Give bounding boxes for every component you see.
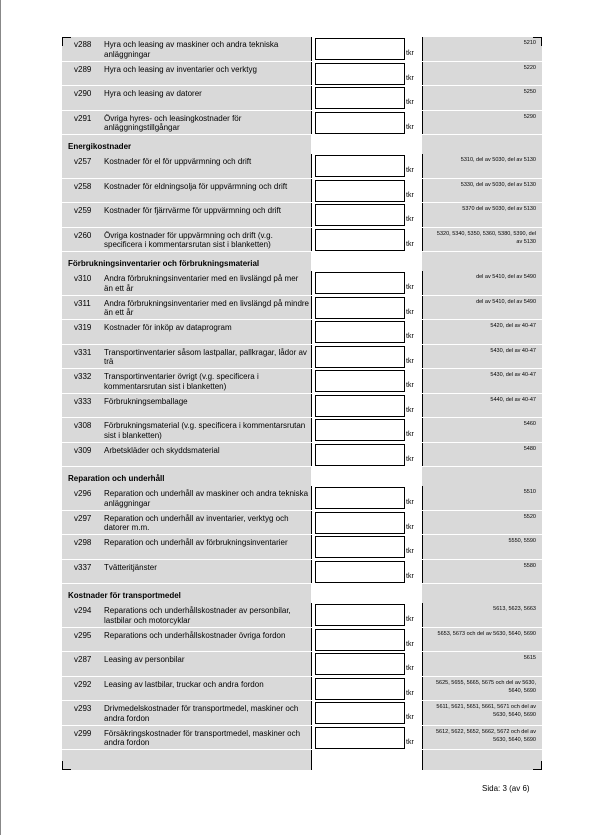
row-description: Transportinventarier övrigt (v.g. specificera i kommentarsrutan sist i blanketten) — [104, 372, 259, 391]
unit-label: tkr — [406, 191, 414, 199]
row-description: Övriga hyres- och leasingkostnader för anläggningstillgångar — [104, 113, 242, 132]
account-reference: 5430, del av 40-47 — [490, 347, 536, 354]
account-reference: 5250 — [523, 89, 536, 95]
form-row — [62, 320, 542, 344]
form-row — [62, 228, 542, 252]
unit-label: tkr — [406, 240, 414, 248]
form-row — [62, 652, 542, 676]
row-description: Kostnader för eldningsolja för uppvärmning och drift — [104, 181, 288, 191]
account-reference: 5510 — [523, 489, 536, 495]
unit-label: tkr — [406, 333, 414, 340]
row-description: Reparation och underhåll av maskiner och andra tekniska anläggningar — [104, 489, 309, 508]
form-row — [62, 154, 542, 178]
amount-input[interactable] — [315, 444, 405, 466]
amount-input[interactable] — [315, 604, 405, 626]
form-rows — [62, 37, 542, 750]
account-reference: 5520 — [523, 513, 536, 520]
unit-label: tkr — [406, 714, 414, 721]
amount-input[interactable] — [315, 419, 405, 441]
amount-input[interactable] — [315, 297, 405, 319]
row-description: Arbetskläder och skyddsmaterial — [104, 445, 220, 455]
amount-input[interactable] — [315, 38, 405, 60]
section-title: Energikostnader — [68, 142, 132, 151]
unit-label: tkr — [406, 523, 414, 531]
unit-label: tkr — [406, 499, 414, 506]
unit-label: tkr — [406, 167, 414, 174]
amount-input[interactable] — [315, 487, 405, 509]
form-row — [62, 345, 542, 369]
variable-code: v287 — [74, 655, 92, 664]
variable-code: v292 — [74, 679, 92, 689]
form-row — [62, 86, 542, 110]
unit-label: tkr — [406, 689, 414, 697]
variable-code: v259 — [74, 206, 92, 215]
row-description: Andra förbrukningsinventarier med en livslängd på mindre än ett år — [104, 298, 309, 317]
variable-code: v319 — [74, 323, 92, 332]
amount-input[interactable] — [315, 346, 405, 368]
variable-code: v257 — [74, 157, 92, 166]
variable-code: v309 — [74, 445, 92, 455]
section-header — [62, 252, 542, 271]
account-reference: 5612, 5622, 5652, 5662, 5672 och del av 5630, 5640, 5690 — [435, 728, 536, 743]
variable-code: v308 — [74, 421, 92, 430]
variable-code: v291 — [74, 113, 92, 123]
amount-input[interactable] — [315, 229, 405, 251]
row-description: Leasing av lastbilar, truckar och andra fordon — [104, 679, 264, 689]
section-header — [62, 584, 542, 603]
form-row — [62, 726, 542, 750]
variable-code: v295 — [74, 630, 92, 640]
variable-code: v331 — [74, 347, 92, 357]
account-reference: 5370 del av 5030, del av 5130 — [462, 206, 536, 212]
account-reference: 5430, del av 40-47 — [490, 372, 536, 378]
unit-label: tkr — [406, 357, 414, 365]
row-description: Förbrukningsemballage — [104, 396, 188, 406]
account-reference: 5460 — [523, 421, 536, 427]
unit-label: tkr — [406, 123, 414, 131]
variable-code: v297 — [74, 513, 92, 523]
form-row — [62, 296, 542, 320]
row-description: Försäkringskostnader för transportmedel, maskiner och andra fordon — [104, 728, 301, 747]
section-title: Reparation och underhåll — [68, 474, 165, 483]
amount-input[interactable] — [315, 112, 405, 134]
form-row — [62, 628, 542, 652]
unit-label: tkr — [406, 431, 414, 438]
variable-code: v337 — [74, 562, 92, 572]
amount-input[interactable] — [315, 370, 405, 392]
form-row — [62, 62, 542, 86]
variable-code: v296 — [74, 489, 92, 498]
row-description: Reparations och underhållskostnader övriga fordon — [104, 630, 286, 640]
amount-input[interactable] — [315, 321, 405, 343]
account-reference: 5320, 5340, 5350, 5360, 5380, 5390, del av 5130 — [436, 230, 536, 245]
variable-code: v290 — [74, 89, 92, 98]
account-reference: 5290 — [523, 113, 536, 120]
row-description: Transportinventarier såsom lastpallar, pallkragar, lådor av trä — [104, 347, 307, 366]
account-reference: 5615 — [523, 655, 536, 661]
amount-input[interactable] — [315, 727, 405, 749]
unit-label: tkr — [406, 308, 414, 316]
unit-label: tkr — [406, 50, 414, 57]
section-title: Kostnader för transportmedel — [68, 591, 181, 600]
amount-input[interactable] — [315, 180, 405, 202]
account-reference: del av 5410, del av 5490 — [476, 274, 536, 280]
form-row — [62, 111, 542, 135]
variable-code: v311 — [74, 298, 91, 308]
form-row — [62, 677, 542, 701]
amount-input[interactable] — [315, 678, 405, 700]
account-reference: 5611, 5621, 5651, 5661, 5671 och del av 5630, 5640, 5690 — [436, 704, 536, 718]
form-row — [62, 394, 542, 418]
account-reference: 5550, 5590 — [508, 538, 536, 544]
account-reference: 5330, del av 5030, del av 5130 — [460, 181, 536, 188]
row-description: Reparation och underhåll av förbrukningsinventarier — [104, 538, 288, 547]
form-row — [62, 603, 542, 627]
page-number: Sida: 3 (av 6) — [482, 784, 530, 793]
variable-code: v289 — [74, 64, 92, 74]
row-description: Övriga kostnader för uppvärmning och drift (v.g. specificera i kommentarsrutan sist i blanketten) — [104, 230, 273, 249]
unit-label: tkr — [406, 74, 414, 82]
unit-label: tkr — [406, 548, 414, 555]
unit-label: tkr — [406, 738, 414, 746]
unit-label: tkr — [406, 640, 414, 648]
row-description: Hyra och leasing av maskiner och andra tekniska anläggningar — [104, 40, 279, 59]
unit-label: tkr — [406, 382, 414, 389]
row-description: Leasing av personbilar — [104, 655, 185, 664]
amount-input[interactable] — [315, 87, 405, 109]
unit-label: tkr — [406, 406, 414, 414]
account-reference: 5653, 5673 och del av 5630, 5640, 5690 — [437, 630, 536, 637]
variable-code: v298 — [74, 538, 92, 547]
amount-input[interactable] — [315, 561, 405, 583]
amount-input[interactable] — [315, 272, 405, 294]
unit-label: tkr — [406, 455, 414, 463]
variable-code: v294 — [74, 606, 92, 615]
unit-label: tkr — [406, 665, 414, 672]
account-reference: del av 5410, del av 5490 — [476, 298, 536, 305]
variable-code: v333 — [74, 396, 92, 406]
row-description: Kostnader för fjärrvärme för uppvärmning och drift — [104, 206, 281, 215]
account-reference: 5220 — [523, 64, 536, 71]
form-row — [62, 203, 542, 227]
row-description: Hyra och leasing av inventarier och verktyg — [104, 64, 257, 74]
amount-input[interactable] — [315, 204, 405, 226]
section-title: Förbrukningsinventarier och förbrukningsmaterial — [68, 259, 260, 268]
form-row — [62, 271, 542, 295]
row-description: Tvätteritjänster — [104, 562, 157, 572]
form-row — [62, 418, 542, 442]
section-header — [62, 467, 542, 486]
form-row — [62, 701, 542, 725]
row-description: Kostnader för inköp av dataprogram — [104, 323, 232, 332]
amount-input[interactable] — [315, 63, 405, 85]
form-row — [62, 179, 542, 203]
row-description: Reparations och underhållskostnader av personbilar, lastbilar och motorcyklar — [104, 606, 291, 625]
variable-code: v288 — [74, 40, 92, 49]
form-row — [62, 511, 542, 535]
amount-input[interactable] — [315, 155, 405, 177]
variable-code: v258 — [74, 181, 92, 191]
form-row — [62, 37, 542, 61]
form-frame — [62, 37, 542, 770]
row-description: Kostnader för el för uppvärmning och drift — [104, 157, 252, 166]
unit-label: tkr — [406, 99, 414, 106]
page-edge-line — [0, 0, 1, 835]
amount-input[interactable] — [315, 629, 405, 651]
account-reference: 5625, 5655, 5665, 5675 och del av 5630, 5640, 5690 — [435, 679, 536, 694]
unit-label: tkr — [406, 572, 414, 580]
account-reference: 5613, 5623, 5663 — [493, 606, 536, 612]
amount-input[interactable] — [315, 653, 405, 675]
unit-label: tkr — [406, 216, 414, 223]
amount-input[interactable] — [315, 702, 405, 724]
variable-code: v299 — [74, 728, 92, 738]
unit-label: tkr — [406, 616, 414, 623]
amount-input[interactable] — [315, 512, 405, 534]
row-description: Reparation och underhåll av inventarier, verktyg och datorer m.m. — [104, 513, 289, 532]
variable-code: v310 — [74, 274, 92, 283]
account-reference: 5310, del av 5030, del av 5130 — [460, 157, 536, 163]
row-description: Hyra och leasing av datorer — [104, 89, 202, 98]
form-row — [62, 369, 542, 393]
form-row — [62, 486, 542, 510]
row-description: Andra förbrukningsinventarier med en livslängd på mer än ett år — [104, 274, 299, 293]
amount-input[interactable] — [315, 536, 405, 558]
form-row — [62, 535, 542, 559]
section-header — [62, 135, 542, 154]
variable-code: v293 — [74, 704, 92, 713]
amount-input[interactable] — [315, 395, 405, 417]
form-row — [62, 443, 542, 467]
account-reference: 5480 — [523, 445, 536, 452]
account-reference: 5440, del av 40-47 — [490, 396, 536, 403]
variable-code: v332 — [74, 372, 92, 381]
row-description: Förbrukningsmaterial (v.g. specificera i kommentarsrutan sist i blanketten) — [104, 421, 306, 440]
row-description: Drivmedelskostnader för transportmedel, maskiner och andra fordon — [104, 704, 299, 723]
account-reference: 5210 — [523, 40, 536, 46]
account-reference: 5420, del av 40-47 — [490, 323, 536, 329]
unit-label: tkr — [406, 284, 414, 291]
form-row — [62, 560, 542, 584]
variable-code: v260 — [74, 230, 92, 240]
account-reference: 5580 — [523, 562, 536, 569]
